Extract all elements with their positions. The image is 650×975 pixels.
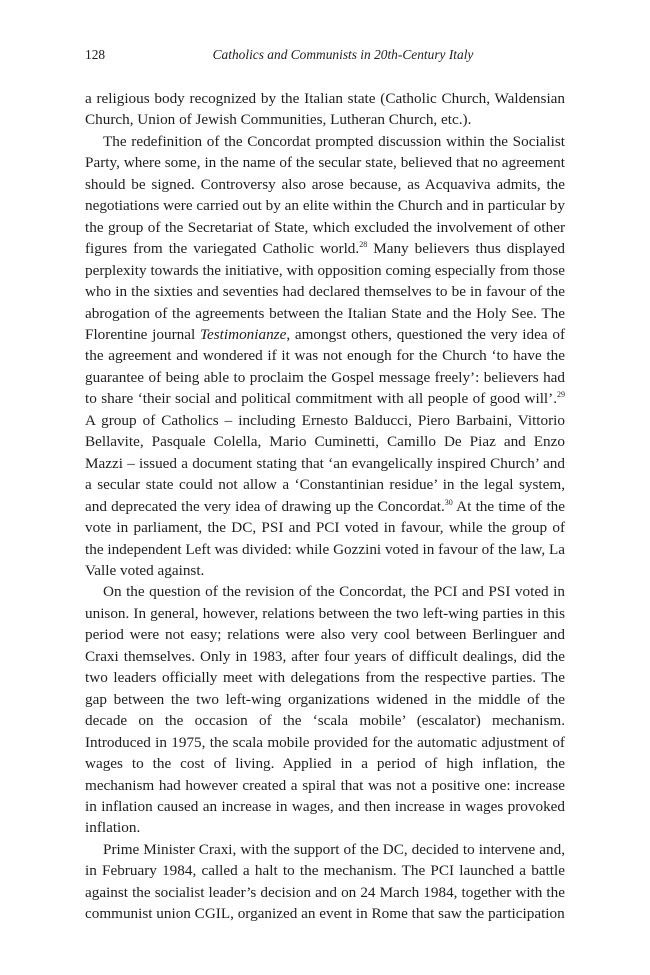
footnote-ref-28: 28 <box>359 240 368 250</box>
paragraph-text-segment: , amongst others, questioned the very idea of the agreement and wondered if it was not enough for the Church ‘to have the guarantee of being able to proclaim the Gospel message freely’: believers had to share ‘their social and political commitment with all people of good will’. <box>85 325 566 408</box>
page-number: 128 <box>85 47 106 62</box>
body-text <box>85 88 565 925</box>
footnote-ref-30: 30 <box>444 497 453 507</box>
paragraph-text-segment: The redefinition of the Concordat prompted discussion within the Socialist Party, where some, in the name of the secular state, believed that no agreement should be signed. Controversy also arose because, as Acquaviva admits, the negotiations were carried out by an elite within the Church and in particular by the group of the Secretariat of State, which excluded the involvement of other figures from the variegated Catholic world. <box>85 132 565 258</box>
running-head: Catholics and Communists in 20th-Century Italy <box>212 47 474 62</box>
paragraph-text-segment: A group of Catholics – including Ernesto Balducci, Piero Barbaini, Vittorio Bellavite, Pasquale Colella, Mario Cuminetti, Camillo De Piaz and Enzo Mazzi – issued a document stating that ‘an evangelically inspired Church’ and a secular state could not allow a ‘Constantinian residue’ in the legal system, and deprecated the very idea of drawing up the Concordat. <box>85 411 565 515</box>
journal-title: Testimonianze <box>199 325 287 343</box>
paragraph-concordat-redefinition <box>85 131 565 582</box>
paragraph-text-segment: At the time of the vote in parliament, the DC, PSI and PCI voted in favour, while the group of the independent Left was divided: while Gozzini voted in favour of the law, La Valle voted against. <box>85 497 566 579</box>
page-header <box>85 44 565 66</box>
footnote-ref-29: 29 <box>557 390 565 400</box>
paragraph-pci-psi-relations: On the question of the revision of the Concordat, the PCI and PSI voted in unison. In general, however, relations between the two left-wing parties in this period were not easy; relations were also very cool between Berlinguer and Craxi themselves. Only in 1983, after four years of difficult dealings, did the two leaders officially meet with delegations from the respective parties. The gap between the two left-wing organizations widened in the middle of the decade on the occasion of the ‘scala mobile’ (escalator) mechanism. Introduced in 1975, the scala mobile provided for the automatic adjustment of wages to the cost of living. Applied in a period of high inflation, the mechanism had however created a spiral that was not a positive one: increase in inflation caused an increase in wages, and then increase in wages provoked inflation. <box>85 583 565 837</box>
paragraph-craxi-intervention: Prime Minister Craxi, with the support of the DC, decided to intervene and, in February 1984, called a halt to the mechanism. The PCI launched a battle against the socialist leader’s decision and on 24 March 1984, together with the communist union CGIL, organized an event in Rome that saw the participation <box>85 840 565 923</box>
paragraph-text-segment: Many believers thus displayed perplexity towards the initiative, with opposition coming especially from those who in the sixties and seventies had declared themselves to be in favour of the abrogation of the agreements between the Italian State and the Holy See. The Florentine journal <box>85 240 565 343</box>
paragraph-continuation: a religious body recognized by the Italian state (Catholic Church, Waldensian Church, Union of Jewish Communities, Lutheran Church, etc.). <box>85 90 565 129</box>
